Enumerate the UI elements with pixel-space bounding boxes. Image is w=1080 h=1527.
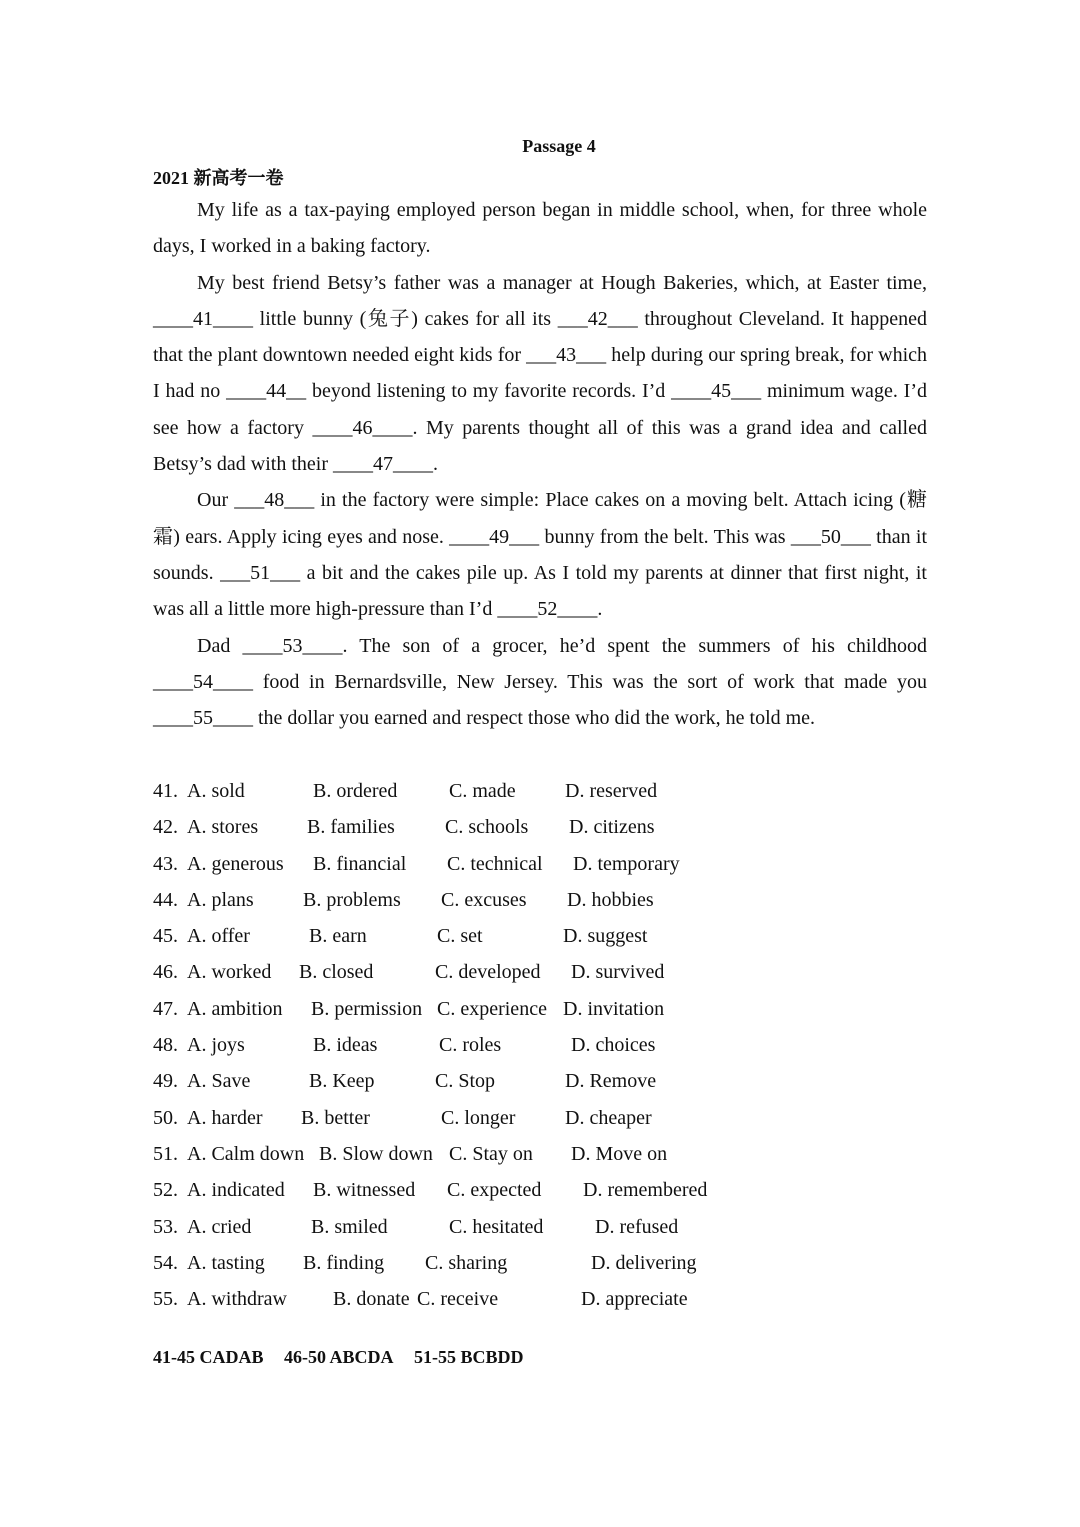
option-c: C. longer xyxy=(441,1106,516,1129)
option-row xyxy=(153,882,793,918)
question-number: 44. xyxy=(153,888,178,911)
option-a: A. Save xyxy=(187,1070,251,1093)
exam-source: 2021 新高考一卷 xyxy=(153,168,284,188)
option-d: D. hobbies xyxy=(567,888,654,911)
option-row xyxy=(153,1136,793,1172)
question-number: 55. xyxy=(153,1288,178,1311)
paragraph: Dad ____53____. The son of a grocer, he’d spent the summers of his childhood ____54____ food in Bernardsville, New Jersey. This was the sort of work that made you ____55____ the dollar you earned and respect those who did the work, he told me. xyxy=(153,634,927,730)
option-d: D. delivering xyxy=(591,1251,697,1274)
option-d: D. survived xyxy=(571,961,665,984)
answer-group: 41-45 CADAB xyxy=(153,1347,264,1367)
option-list xyxy=(153,773,793,1317)
option-a: A. plans xyxy=(187,888,254,911)
option-d: D. Move on xyxy=(571,1142,668,1165)
question-number: 53. xyxy=(153,1215,178,1238)
option-b: B. permission xyxy=(311,997,423,1020)
option-c: C. experience xyxy=(437,997,547,1020)
option-b: B. witnessed xyxy=(313,1179,416,1202)
option-a: A. joys xyxy=(187,1034,245,1057)
question-number: 48. xyxy=(153,1034,178,1057)
option-a: A. stores xyxy=(187,816,259,839)
option-a: A. generous xyxy=(187,852,284,875)
question-number: 49. xyxy=(153,1070,178,1093)
option-d: D. temporary xyxy=(573,852,680,875)
option-d: D. appreciate xyxy=(581,1288,688,1311)
option-row xyxy=(153,1209,793,1245)
option-a: A. offer xyxy=(187,925,250,948)
paragraph: My life as a tax-paying employed person began in middle school, when, for three whole days, I worked in a baking factory. xyxy=(153,199,927,258)
answer-group: 51-55 BCBDD xyxy=(414,1347,524,1367)
option-a: A. Calm down xyxy=(187,1142,305,1165)
question-number: 54. xyxy=(153,1251,178,1274)
option-d: D. cheaper xyxy=(565,1106,652,1129)
question-number: 42. xyxy=(153,816,178,839)
question-number: 45. xyxy=(153,925,178,948)
option-a: A. sold xyxy=(187,780,245,802)
option-b: B. finding xyxy=(303,1251,385,1274)
option-a: A. tasting xyxy=(187,1251,265,1274)
option-d: D. refused xyxy=(595,1215,679,1238)
option-a: A. cried xyxy=(187,1215,252,1238)
option-b: B. Keep xyxy=(309,1070,375,1093)
option-d: D. choices xyxy=(571,1034,656,1057)
option-c: C. roles xyxy=(439,1034,502,1057)
option-c: C. receive xyxy=(417,1288,499,1311)
passage-title: Passage 4 xyxy=(522,136,596,156)
option-row xyxy=(153,773,793,809)
option-c: C. hesitated xyxy=(449,1215,544,1238)
option-row xyxy=(153,1100,793,1136)
option-d: D. reserved xyxy=(565,780,658,802)
option-d: D. Remove xyxy=(565,1070,657,1093)
option-d: D. invitation xyxy=(563,997,665,1020)
option-c: C. sharing xyxy=(425,1251,508,1274)
option-c: C. developed xyxy=(435,961,541,984)
option-a: A. ambition xyxy=(187,997,283,1020)
option-b: B. earn xyxy=(309,925,367,948)
option-row xyxy=(153,1281,793,1317)
question-number: 47. xyxy=(153,997,178,1020)
option-row xyxy=(153,918,793,954)
option-b: B. better xyxy=(301,1106,370,1129)
option-a: A. withdraw xyxy=(187,1288,287,1311)
option-row xyxy=(153,1245,793,1281)
option-b: B. donate xyxy=(333,1288,410,1311)
option-c: C. Stop xyxy=(435,1070,496,1093)
paragraph: My best friend Betsy’s father was a manager at Hough Bakeries, which, at Easter time, ____41____ little bunny (兔子) cakes for all its ___42___ throughout Cleveland. It happened that the plant downtown needed eight kids for ___43___ help during our spring break, for which I had no ____44__ beyond listening to my favorite records. I’d ____45___ minimum wage. I’d see how a factory ____46____. My parents thought all of this was a grand idea and called Betsy’s dad with their ____47____. xyxy=(153,271,927,476)
option-row xyxy=(153,1027,793,1063)
option-b: B. ordered xyxy=(313,780,398,802)
question-number: 50. xyxy=(153,1106,178,1129)
option-c: C. Stay on xyxy=(449,1142,533,1165)
option-d: D. remembered xyxy=(583,1179,708,1202)
question-number: 41. xyxy=(153,780,178,802)
option-b: B. financial xyxy=(313,852,407,875)
option-c: C. made xyxy=(449,780,516,802)
option-d: D. citizens xyxy=(569,816,655,839)
option-row xyxy=(153,954,793,990)
option-row xyxy=(153,809,793,845)
option-c: C. excuses xyxy=(441,888,527,911)
paragraph: Our ___48___ in the factory were simple: Place cakes on a moving belt. Attach icing (糖霜) ears. Apply icing eyes and nose. ____49___ bunny from the belt. This was ___50___ than it sounds. ___51___ a bit and the cakes pile up. As I told my parents at dinner that first night, it was all a little more high-pressure than I’d ____52____. xyxy=(153,489,927,621)
option-b: B. ideas xyxy=(313,1034,378,1057)
option-a: A. harder xyxy=(187,1106,263,1129)
option-c: C. expected xyxy=(447,1179,542,1202)
passage-body xyxy=(153,192,927,736)
option-row xyxy=(153,1063,793,1099)
option-row xyxy=(153,1172,793,1208)
option-b: B. problems xyxy=(303,888,401,911)
question-number: 46. xyxy=(153,961,178,984)
answer-group: 46-50 ABCDA xyxy=(284,1347,394,1367)
question-number: 43. xyxy=(153,852,178,875)
option-a: A. indicated xyxy=(187,1179,285,1202)
option-b: B. Slow down xyxy=(319,1142,433,1165)
question-number: 51. xyxy=(153,1142,178,1165)
option-row xyxy=(153,991,793,1027)
option-b: B. families xyxy=(307,816,395,839)
option-c: C. schools xyxy=(445,816,529,839)
option-row xyxy=(153,846,793,882)
question-number: 52. xyxy=(153,1179,178,1202)
option-b: B. smiled xyxy=(311,1215,388,1238)
option-d: D. suggest xyxy=(563,925,648,948)
answer-key xyxy=(153,1347,540,1368)
option-b: B. closed xyxy=(299,961,374,984)
option-c: C. technical xyxy=(447,852,543,875)
option-a: A. worked xyxy=(187,961,272,984)
option-c: C. set xyxy=(437,925,483,948)
